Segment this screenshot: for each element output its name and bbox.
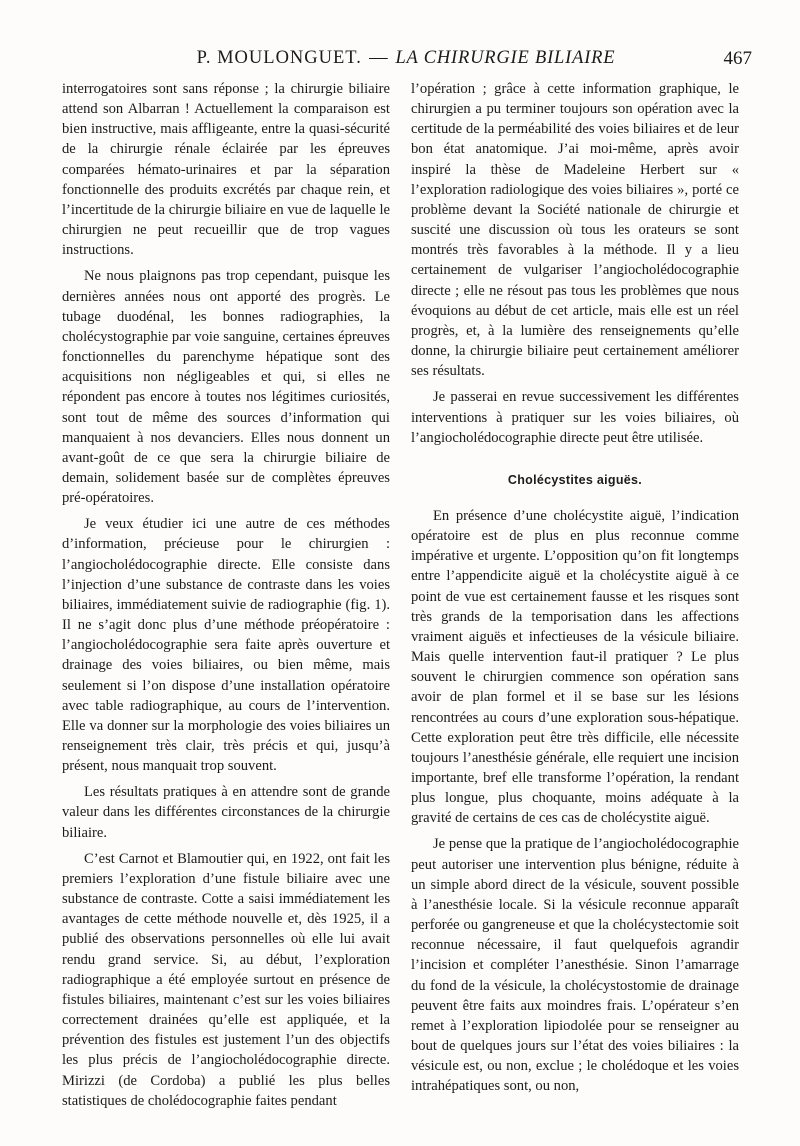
paragraph: Les résultats pratiques à en attendre sont de grande valeur dans les différentes circonstances de la chirurgie biliaire.: [62, 784, 390, 841]
left-column: [62, 79, 390, 1117]
paragraph: l’opération ; grâce à cette information graphique, le chirurgien a pu terminer toujours son opération avec la certitude de la perméabilité des voies biliaires et de leur bon état anatomique. J’ai moi-même, après avoir inspiré la thèse de Madeleine Herbert sur « l’exploration radiologique des voies biliaires », porté ce problème devant la Société nationale de chirurgie et suscité une discussion où tous les orateurs se sont montrés très favorables à la méthode. Il y a lieu certainement de vulgariser l’angiocholédocographie directe ; elle ne résout pas tous les problèmes que nous évoquions au début de cet article, mais elle est un réel progrès, et, à la lumière des renseignements qu’elle donne, la chirurgie biliaire peut certainement améliorer ses résultats.: [411, 81, 739, 380]
paragraph: Je veux étudier ici une autre de ces méthodes d’information, précieuse pour le chirurgien : l’angiocholédocographie directe. Elle consiste dans l’injection d’une substance de contraste dans les voies biliaires, immédiatement suivie de radiographie (fig. 1). Il ne s’agit donc plus d’une méthode préopératoire : l’angiocholédocographie sera faite après ouverture et drainage des voies biliaires, ou bien même, mais seulement si l’on dispose d’une installation opératoire avec table radiographique, au cours de l’intervention. Elle va donner sur la morphologie des voies biliaires un renseignement très clair, très précis et qui, jusqu’à présent, nous manquait trop souvent.: [62, 516, 390, 775]
paragraph: En présence d’une cholécystite aiguë, l’indication opératoire est de plus en plus reconnue comme impérative et urgente. L’opposition qu’on fit longtemps entre l’appendicite aiguë et la cholécystite aiguë à ce point de vue est certainement fausse et les risques sont très grands de la temporisation dans les affections vraiment aiguës et infectieuses de la vésicule biliaire. Mais quelle intervention faut-il pratiquer ? Le plus souvent le chirurgien commence son opération sans avoir de plan formel et il se base sur les lésions rencontrées au cours d’une exploration sous-hépatique. Cette exploration peut être très difficile, elle nécessite toujours l’anesthésie générale, elle requiert une incision importante, bref elle transforme l’opération, la rendant plus longue, plus choquante, moins adéquate à la gravité de certains de ces cas de cholécystite aiguë.: [411, 507, 739, 827]
page-number: 467: [723, 48, 752, 69]
section-heading: Cholécystites aiguës.: [507, 472, 643, 487]
paragraph: C’est Carnot et Blamoutier qui, en 1922, ont fait les premiers l’exploration d’une fistule biliaire avec une substance de contraste. Cotte a saisi immédiatement les avantages de cette méthode nouvelle et, dès 1925, il a publié des observations personnelles où elle lui avait rendu grand service. Si, au début, l’exploration radiographique a été employée surtout en présence de fistules biliaires, maintenant c’est sur les voies biliaires correctement drainées qu’elle est appliquée, et la prévention des fistules est justement l’un des objectifs les plus précis de l’angiocholédocographie directe. Mirizzi (de Cordoba) a publié les plus belles statistiques de cholédocographie faites pendant: [62, 850, 390, 1109]
paragraph: Ne nous plaignons pas trop cependant, puisque les dernières années nous ont apporté des progrès. Le tubage duodénal, les bonnes radiographies, la cholécystographie par voie sanguine, certaines épreuves fonctionnelles du parenchyme hépatique sont des acquisitions non négligeables et qui, si elles ne répondent pas encore à toutes nos légitimes curiosités, sont tout de même des sources d’information qui manquaient à nos devanciers. Elles nous donnent un avant-goût de ce que sera la chirurgie biliaire de demain, solidement basée sur de complètes épreuves pré-opératoires.: [62, 268, 390, 507]
running-title: [60, 48, 752, 69]
paragraph: interrogatoires sont sans réponse ; la chirurgie biliaire attend son Albarran ! Actuellement la comparaison est bien instructive, mais affligeante, entre la quasi-sécurité de la chirurgie rénale éclairée par les épreuves comparées hémato-urinaires et par la séparation fonctionnelle des produits excrétés par chaque rein, et l’incertitude de la chirurgie biliaire en vue de laquelle le chirurgien ne peut recueillir que de trop vagues instructions.: [62, 81, 390, 259]
title-dash: —: [369, 48, 389, 68]
book-title: LA CHIRURGIE BILIAIRE: [395, 48, 616, 68]
running-head: [60, 44, 752, 72]
author-name: P. MOULONGUET.: [196, 48, 362, 68]
paragraph: Je passerai en revue successivement les différentes interventions à pratiquer sur les voies biliaires, où l’angiocholédocographie directe peut être utilisée.: [411, 389, 739, 446]
paragraph: Je pense que la pratique de l’angiocholédocographie peut autoriser une intervention plus bénigne, réduite à un simple abord direct de la vésicule, souvent possible à l’anesthésie locale. Si la vésicule reconnue apparaît perforée ou gangreneuse et que la cholécystectomie soit reconnue nécessaire, il faut quelquefois agrandir l’incision et compléter l’anesthésie. Sinon l’amarrage du fond de la vésicule, la cholécystostomie de drainage peuvent être faits aux moindres frais. L’opérateur s’en remet à l’exploration lipiodolée pour se renseigner au bout de quelques jours sur l’état des voies biliaires : la vésicule est, ou non, exclue ; le cholédoque et les voies intrahépatiques sont, ou non,: [411, 836, 739, 1095]
right-column: [411, 79, 739, 1103]
